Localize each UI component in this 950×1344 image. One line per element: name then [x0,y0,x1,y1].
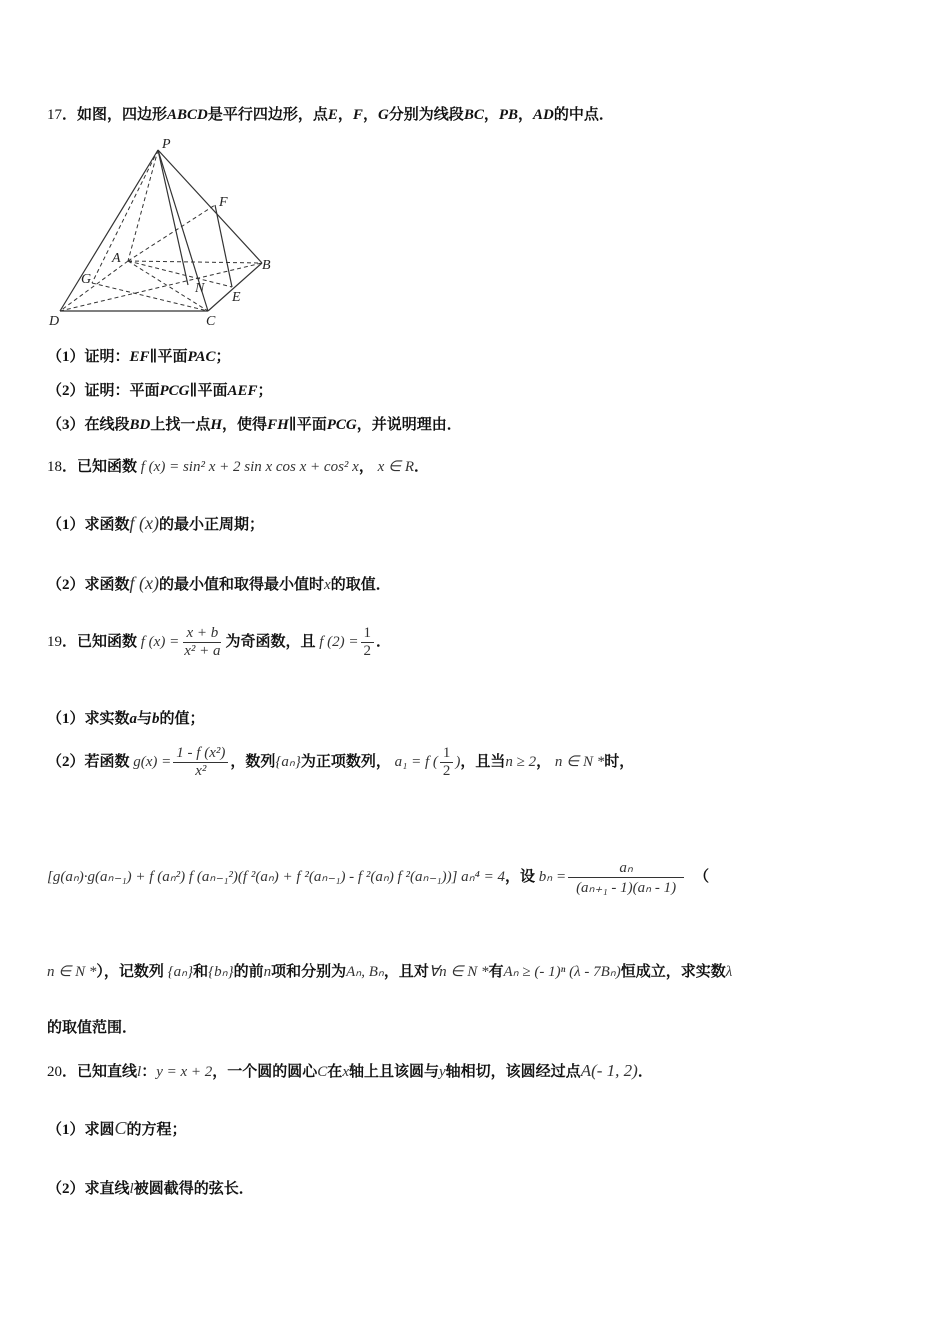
fx: f (x) = [140,633,180,650]
q17-text: 分别为线段 [388,107,464,123]
q18-part-1 [47,513,264,534]
q18-text: ．已知函数 [62,459,138,475]
q17-g: G [377,107,389,123]
part-text: 的取值． [330,577,391,593]
part-text: 的取值范围． [47,1020,138,1036]
label-d: D [49,314,60,329]
q18-formula: f (x) = sin² x + 2 sin x cos x + cos² x [140,459,359,475]
q20-text: 在 [327,1064,343,1080]
fraction [181,625,223,660]
label-a: A [112,251,121,266]
part-text: 的最小正周期； [159,517,265,533]
point-a: A(- 1, 2) [580,1061,638,1080]
q19-equation-line [47,858,709,897]
var-n: n [263,964,272,980]
part-text: 的值； [159,711,205,727]
part-text: PAC [187,349,216,365]
fraction [361,625,375,660]
q20-text: ．已知直线 [62,1064,138,1080]
var-c: C [114,1118,127,1138]
part-text: 项和分别为 [271,964,347,980]
q19-text: 为奇函数，且 [225,633,316,650]
part-text: 与 [137,711,153,727]
part-text: ； [215,349,231,365]
q17-f: F [352,107,363,123]
part-label: （2）若函数 [47,753,130,770]
var-a: a [129,711,138,727]
part-text: ，且当 [460,753,506,770]
numerator: aₙ [568,858,684,878]
q20-text: ，一个圆的圆心 [212,1064,318,1080]
part-label: （2）求直线 [47,1181,130,1197]
q17-abcd: ABCD [167,107,208,123]
part-text: ，并说明理由． [356,417,462,433]
q18-stem: 18．已知函数 f (x) = sin² x + 2 sin x cos x + cos² x， x ∈ R． [47,459,429,475]
line-eq: y = x + 2 [156,1064,213,1080]
q17-part-3 [47,413,462,434]
set-bn: {bₙ} [208,964,234,980]
denominator: x² + a [184,643,221,659]
paren: （ [694,868,710,885]
denominator: 2 [363,643,372,659]
part-text: ∥平面 [149,349,188,365]
part-text: PCG [326,417,357,433]
q20-text: 轴上且该圆与 [348,1064,439,1080]
part-text: ∥平面 [288,417,327,433]
q17-number: 17 [47,107,62,123]
label-c: C [206,314,216,329]
q19-tail [47,1016,137,1037]
var-y: y [439,1064,446,1080]
part-text: ），记数列 [96,964,164,980]
label-p: P [162,137,171,152]
q20-stem [47,1060,653,1081]
part-text: ，数列 [230,753,276,770]
var-lambda: λ [725,964,733,980]
part-text: AEF [227,383,258,399]
denominator: 2 [442,763,451,779]
fx: f (x) [129,573,159,593]
q17-text: ．如图，四边形 [62,107,168,123]
n-in: n ∈ N * [554,753,605,770]
n-in: n ∈ N * [47,964,97,980]
q19-condition-line [47,960,732,981]
set-an: {aₙ} [167,964,194,980]
part-text: 的方程； [126,1122,187,1138]
q17-comma: ， [483,107,499,123]
q17-stem [47,103,614,124]
edge-pn [158,150,188,285]
var-x: x [324,577,331,593]
part-text: ，设 [504,868,535,885]
part-text: H [210,417,223,433]
var-c: C [317,1064,328,1080]
part-label: （2）证明：平面 [47,383,160,399]
denominator: x² [195,763,207,779]
q17-part-2 [47,379,273,400]
q19-number: 19 [47,633,62,650]
q18-number: 18 [47,459,62,475]
part-label: （1）求函数 [47,517,130,533]
q20-number: 20 [47,1064,62,1080]
var-b: b [152,711,160,727]
part-text: ； [257,383,273,399]
q19-part-2: （2）若函数 g(x) = $\frac{\text{1 - f (x²)}}{\text{x²}}$ ，数列{aₙ}为正项数列， a₁ = f ( $\frac{1}{2}$ )，且当n ≥ 2， n ∈ N *时， [47,745,635,779]
q17-ad: AD [533,107,554,123]
q20-part-2 [47,1177,254,1198]
edge-pb [158,150,262,263]
part-text: 被圆截得的弦长． [133,1181,254,1197]
part-text: PCG [159,383,190,399]
part-text: 的最小值和取得最小值时 [159,577,325,593]
part-label: （2）求函数 [47,577,130,593]
part-text: 和 [193,964,209,980]
fraction [173,745,228,780]
edge-gc [92,283,208,311]
set-an: {aₙ} [275,753,301,770]
q20-part-1 [47,1118,187,1139]
part-text: 上找一点 [150,417,211,433]
gx: g(x) = [133,753,172,770]
var-x: x [342,1064,349,1080]
q17-part-1 [47,345,231,366]
edge-fe [215,205,232,287]
q17-comma: ， [518,107,534,123]
part-text: EF [129,349,150,365]
fraction [568,858,684,897]
q19-text: ．已知函数 [62,633,138,650]
part-text: ，使得 [222,417,268,433]
part-text: BD [129,417,151,433]
q17-text: 是平行四边形，点 [207,107,328,123]
part-text: FH [267,417,289,433]
edge-ae [128,261,232,287]
pyramid-figure [40,135,290,335]
var-l: l [137,1064,142,1080]
var-l: l [129,1181,134,1197]
edge-ab [128,261,262,263]
forall: ∀n ∈ N * [428,964,489,980]
a1: a₁ = f ( [394,753,438,770]
part-label: （1）求圆 [47,1122,115,1138]
q19-stem: 19．已知函数 f (x) = $\frac{x + b}{\text{x² + a}}$ 为奇函数，且 f (2) = $\frac{1}{2}$ ． [47,625,392,659]
label-b: B [262,258,271,273]
part-text: 为正项数列， [300,753,391,770]
part-label: （1）证明： [47,349,130,365]
part-label: （3）在线段 [47,417,130,433]
part-text: 时， [604,753,635,770]
edge-ad [60,261,128,311]
q17-pb: PB [498,107,519,123]
q17-e: E [327,107,338,123]
inequality: Aₙ ≥ (- 1)ⁿ (λ - 7Bₙ) [503,964,621,980]
n-ge: n ≥ 2 [505,753,537,770]
f2: f (2) = [319,633,359,650]
sums: Aₙ, Bₙ [346,964,384,980]
label-e: E [232,290,241,305]
part-text: 的前 [233,964,264,980]
q20-text: 轴相切，该圆经过点 [445,1064,581,1080]
q19-part-1 [47,707,205,728]
long-equation: [g(aₙ)·g(aₙ₋₁) + f (aₙ²) f (aₙ₋₁²)(f ²(aₙ) + f ²(aₙ₋₁) - f ²(aₙ) f ²(aₙ₋₁))] aₙ⁴ = 4 [47,868,505,885]
bn: bₙ = [538,868,567,885]
q18-domain: x ∈ R [377,459,414,475]
denominator: (aₙ₊₁ - 1)(aₙ - 1) [576,880,677,896]
q18-part-2 [47,573,391,594]
numerator: 1 [361,625,375,643]
paren: ) [455,753,461,770]
part-label: （1）求实数 [47,711,130,727]
q20-text: ： [141,1064,157,1080]
part-text: ∥平面 [189,383,228,399]
q20-text: ． [637,1064,653,1080]
q17-bc: BC [463,107,484,123]
part-text: ，且对 [383,964,429,980]
label-n: N [195,281,205,296]
numerator: x + b [183,625,221,643]
label-f: F [219,195,228,210]
q17-text: 的中点． [553,107,614,123]
label-g: G [81,272,92,287]
q17-comma: ， [337,107,353,123]
part-text: 恒成立，求实数 [620,964,726,980]
numerator: 1 - f (x²) [173,745,228,763]
part-text: 有 [488,964,504,980]
numerator: 1 [440,745,454,763]
fraction [440,745,454,780]
q17-comma: ， [362,107,378,123]
fx: f (x) [129,513,159,533]
